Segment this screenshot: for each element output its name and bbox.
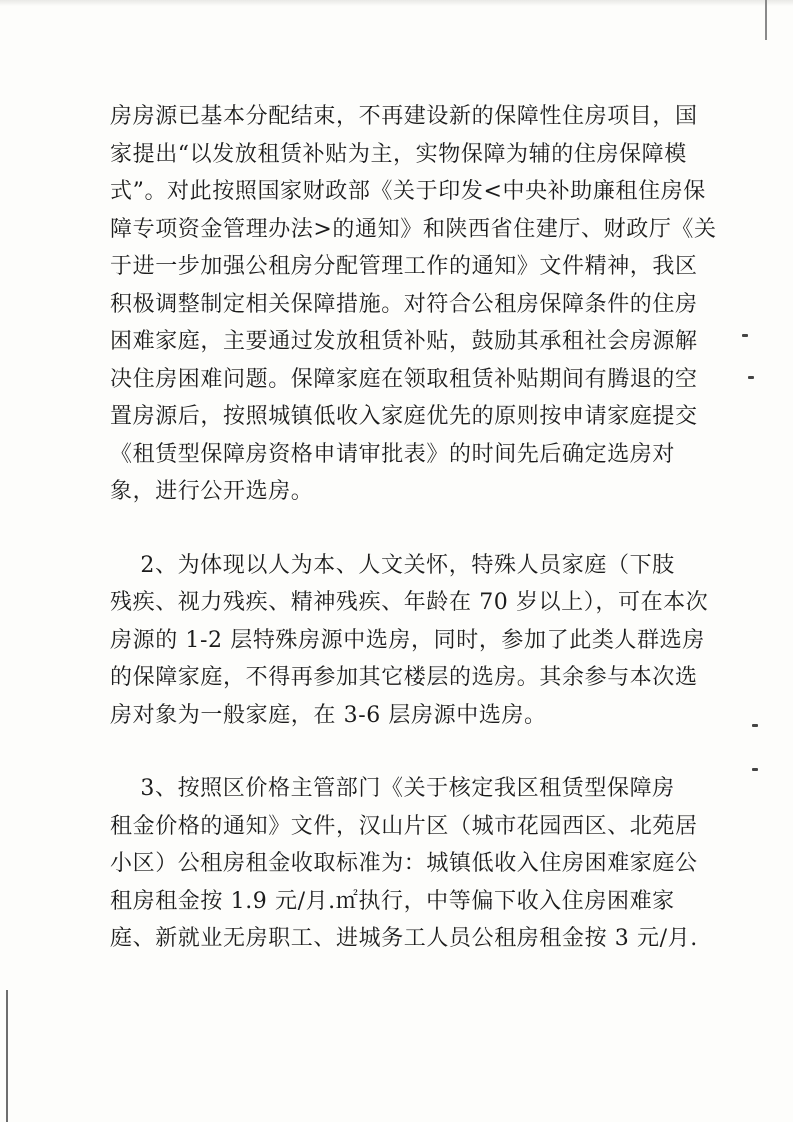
text-line: 3、按照区价格主管部门《关于核定我区租赁型保障房 — [110, 776, 675, 801]
text-line: 困难家庭，主要通过发放租赁补贴，鼓励其承租社会房源解 — [110, 329, 698, 354]
text-line: 租金价格的通知》文件，汉山片区（城市花园西区、北苑居 — [110, 813, 698, 839]
text-line: 2、为体现以人为本、人文关怀，特殊人员家庭（下肢 — [110, 552, 675, 578]
text-line: 积极调整制定相关保障措施。对符合公租房保障条件的住房 — [110, 291, 698, 317]
text-line: 《租赁型保障房资格申请审批表》的时间先后确定选房对 — [110, 441, 676, 467]
text-line: 障专项资金管理办法>的通知》和陕西省住建厅、财政厅《关 — [110, 216, 717, 242]
scan-edge-mark-left — [6, 990, 8, 1122]
paragraph-2 — [110, 547, 709, 735]
text-line: 小区）公租房租金收取标准为：城镇低收入住房困难家庭公 — [110, 851, 698, 876]
text-line: 租房租金按 1.9 元/月.㎡执行，中等偏下收入住房困难家 — [110, 888, 675, 914]
text-line: 的保障家庭，不得再参加其它楼层的选房。其余参与本次选 — [110, 665, 698, 690]
text-line: 房对象为一般家庭，在 3-6 层房源中选房。 — [110, 702, 547, 728]
scan-speck — [748, 376, 754, 379]
paragraph-3 — [110, 770, 698, 958]
document-body — [110, 98, 717, 958]
text-line: 式”。对此按照国家财政部《关于印发<中央补助廉租住房保 — [110, 179, 706, 204]
text-line: 房源的 1-2 层特殊房源中选房，同时，参加了此类人群选房 — [110, 627, 705, 653]
text-line: 家提出“以发放租赁补贴为主，实物保障为辅的住房保障模 — [110, 141, 687, 167]
scan-edge-mark-top — [765, 0, 767, 40]
text-line: 象，进行公开选房。 — [110, 479, 314, 504]
scan-top-shadow — [0, 0, 793, 6]
scan-speck — [742, 334, 748, 337]
text-line: 置房源后，按照城镇低收入家庭优先的原则按申请家庭提交 — [110, 404, 698, 429]
paragraph-1 — [110, 98, 717, 511]
text-line: 决住房困难问题。保障家庭在领取租赁补贴期间有腾退的空 — [110, 366, 698, 392]
scan-speck — [752, 768, 758, 771]
text-line: 于进一步加强公租房分配管理工作的通知》文件精神，我区 — [110, 254, 698, 279]
text-line: 房房源已基本分配结束，不再建设新的保障性住房项目，国 — [110, 104, 698, 129]
scan-speck — [752, 724, 758, 727]
text-line: 庭、新就业无房职工、进城务工人员公租房租金按 3 元/月. — [110, 926, 698, 951]
text-line: 残疾、视力残疾、精神残疾、年龄在 70 岁以上），可在本次 — [110, 590, 709, 615]
